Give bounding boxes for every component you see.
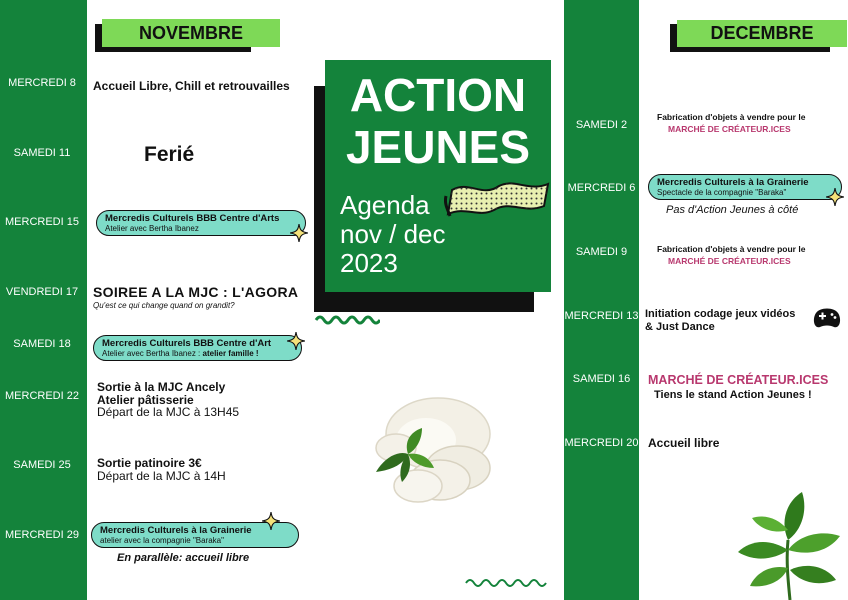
sparkle-icon bbox=[290, 224, 308, 242]
event-nov-8: Accueil Libre, Chill et retrouvailles bbox=[93, 79, 290, 93]
event-dec-13-line1: Initiation codage jeux vidéos bbox=[645, 308, 796, 320]
sparkle-icon bbox=[287, 332, 305, 350]
dec-date: MERCREDI 13 bbox=[564, 310, 639, 322]
agenda-line2: nov / dec bbox=[340, 219, 446, 249]
nov-date: SAMEDI 11 bbox=[13, 147, 71, 159]
sparkle-icon bbox=[826, 188, 844, 206]
nov-date: VENDREDI 17 bbox=[5, 286, 79, 298]
agenda-line3: 2023 bbox=[340, 248, 398, 278]
nov-date: MERCREDI 8 bbox=[8, 77, 76, 89]
event-subtitle-bold: atelier famille ! bbox=[202, 349, 259, 358]
nov-date: SAMEDI 25 bbox=[13, 459, 71, 471]
event-dec-2-line1: Fabrication d'objets à vendre pour le bbox=[657, 112, 806, 122]
event-nov-18 bbox=[93, 335, 302, 361]
event-title: Mercredis Culturels à la Grainerie bbox=[657, 177, 809, 188]
wave-icon bbox=[464, 575, 550, 589]
mozzarella-illustration bbox=[368, 392, 496, 508]
event-nov-25-line1: Sortie patinoire 3€ bbox=[97, 456, 202, 470]
sparkle-icon bbox=[262, 512, 280, 530]
nov-date: MERCREDI 22 bbox=[5, 390, 79, 402]
event-dec-9-line2: MARCHÉ DE CRÉATEUR.ICES bbox=[668, 256, 791, 266]
november-date-column bbox=[0, 0, 87, 600]
event-nov-25-line2: Départ de la MJC à 14H bbox=[97, 469, 226, 483]
event-subtitle-text: Atelier avec Bertha Ibanez : bbox=[102, 349, 203, 358]
event-nov-29-note: En parallèle: accueil libre bbox=[117, 552, 250, 564]
event-subtitle: Atelier avec Bertha Ibanez bbox=[105, 224, 199, 233]
gamepad-icon bbox=[812, 305, 842, 331]
event-subtitle: Spectacle de la compagnie "Baraka" bbox=[657, 188, 787, 197]
event-dec-16-line1: MARCHÉ DE CRÉATEUR.ICES bbox=[648, 373, 829, 387]
event-nov-15 bbox=[96, 210, 306, 236]
event-dec-6 bbox=[648, 174, 842, 200]
event-title: Mercredis Culturels BBB Centre d'Arts bbox=[105, 213, 280, 224]
december-header: DECEMBRE bbox=[677, 20, 847, 47]
event-subtitle: atelier avec la compagnie "Baraka" bbox=[100, 536, 224, 545]
event-nov-17-title: SOIREE A LA MJC : L'AGORA bbox=[93, 284, 299, 300]
title-line-action: ACTION bbox=[349, 69, 527, 121]
event-dec-9-line1: Fabrication d'objets à vendre pour le bbox=[657, 244, 806, 254]
wave-icon bbox=[314, 314, 380, 326]
event-nov-22-line1: Sortie à la MJC Ancely bbox=[97, 380, 226, 394]
basil-illustration bbox=[730, 490, 848, 600]
event-title: Mercredis Culturels BBB Centre d'Art bbox=[102, 338, 272, 349]
event-title: Mercredis Culturels à la Grainerie bbox=[100, 525, 252, 536]
dec-date: MERCREDI 20 bbox=[564, 437, 639, 449]
event-dec-6-note: Pas d'Action Jeunes à côté bbox=[666, 204, 799, 216]
event-dec-2-line2: MARCHÉ DE CRÉATEUR.ICES bbox=[668, 124, 791, 134]
dec-date: MERCREDI 6 bbox=[567, 182, 636, 194]
title-line-jeunes: JEUNES bbox=[345, 121, 531, 173]
dec-date: SAMEDI 2 bbox=[575, 119, 628, 131]
event-subtitle bbox=[102, 349, 291, 358]
event-nov-22-line2: Atelier pâtisserie bbox=[97, 393, 194, 407]
fabric-swatch-icon bbox=[444, 176, 552, 220]
december-date-column bbox=[564, 0, 639, 600]
event-nov-22-line3: Départ de la MJC à 13H45 bbox=[97, 405, 240, 419]
event-nov-17-sub: Qu'est ce qui change quand on grandit? bbox=[93, 301, 235, 310]
event-dec-13-line2: & Just Dance bbox=[645, 321, 715, 333]
nov-date: MERCREDI 15 bbox=[5, 216, 79, 228]
dec-date: SAMEDI 9 bbox=[575, 246, 628, 258]
event-dec-16-line2: Tiens le stand Action Jeunes ! bbox=[654, 389, 812, 401]
event-dec-20: Accueil libre bbox=[648, 436, 720, 450]
nov-date: SAMEDI 18 bbox=[13, 338, 71, 350]
nov-date: MERCREDI 29 bbox=[5, 529, 79, 541]
dec-date: SAMEDI 16 bbox=[572, 373, 631, 385]
november-header: NOVEMBRE bbox=[102, 19, 280, 47]
agenda-line1: Agenda bbox=[340, 190, 430, 220]
event-nov-11: Ferié bbox=[144, 143, 195, 166]
